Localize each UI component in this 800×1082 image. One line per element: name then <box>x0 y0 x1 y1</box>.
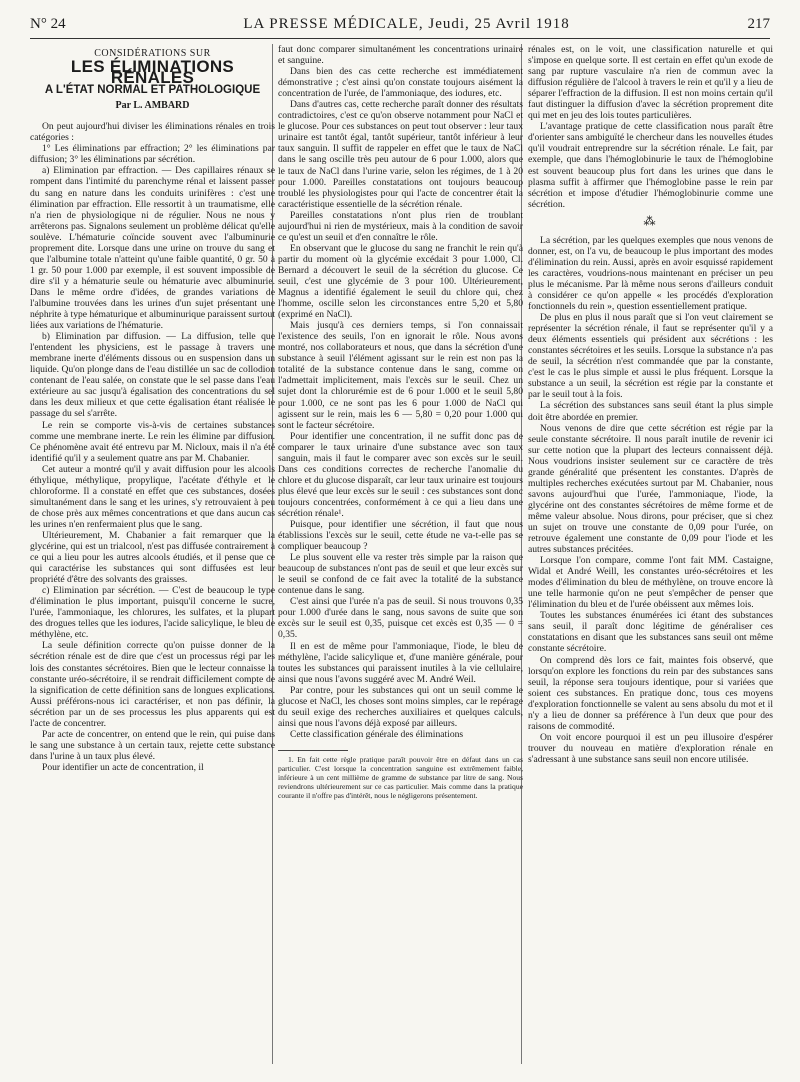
column-2 <box>278 44 523 800</box>
paragraph: faut donc comparer simultanément les concentrations urinaire et sanguine. <box>278 44 523 67</box>
footnote-rule <box>278 750 348 751</box>
paragraph: Lorsque l'on compare, comme l'ont fait MM. Castaigne, Widal et André Weill, les constantes uréo-sécrétoires et les modes d'élimination du bleu de méthylène, on trouve encore là une telle harmonie qu'on ne peut s'empêcher de penser que l'élimination du bleu et de l'urée obéissent aux mêmes lois. <box>528 555 773 611</box>
paragraph: L'avantage pratique de cette classification nous paraît être d'orienter sans ambiguïté le chercheur dans les nouvelles études qu'il voudrait entreprendre sur la sécrétion rénale. Le fait, par exemple, que dans l'hémoglobinurie le taux de l'hémoglobine est souvent beaucoup plus fort dans les urines que dans le plasma suffit à affirmer que l'hémoglobine passe le rein par sécrétion et impose d'étudier l'hémoglobinurie comme une sécrétion. <box>528 121 773 210</box>
paragraph: En observant que le glucose du sang ne franchit le rein qu'à partir du moment où la glycémie excédait 3 pour 1.000, Cl. Bernard a découvert le seuil de la sécrétion du glucose. Ce seuil, c'est une glycémie de 3 pour 100. Ultérieurement, Magnus a identifié également le seuil du chlore qui, chez l'homme, oscille selon les circonstances entre 5,20 et 5,80 (exprimé en NaCl). <box>278 242 523 321</box>
paragraph: c) Elimination par sécrétion. — C'est de beaucoup le type d'élimination le plus important, puisqu'il concerne le sucre, l'urée, l'ammoniaque, les chlorures, les sulfates, et la plupart des drogues telles que les iodures, l'acide salicylique, le bleu de méthylène, etc. <box>30 585 275 641</box>
footnote: 1. En fait cette règle pratique paraît pouvoir être en défaut dans un cas particulier. C'est lorsque la concentration sanguine est extrêmement faible, inférieure à un cent millième de gramme de substance par litre de sang. Nous reviendrons ultérieurement sur ce cas particulier. Mais comme dans la pratique courante il n'offre pas d'intérêt, nous le négligerons présentement. <box>278 754 523 800</box>
paragraph: Ultérieurement, M. Chabanier a fait remarquer que la glycérine, qui est un trialcool, n'est pas diffusée contrairement à ce qui a lieu pour les autres alcools étudiés, et il pense que ce qui caractérise les substances qui sont diffusées est leur propriété d'être des solvants des graisses. <box>30 529 275 586</box>
paragraph: Toutes les substances énumérées ici étant des substances sans seuil, il paraît donc légitime de généraliser ces constatations en disant que les substances sans seuil ont même constante sécrétoire. <box>528 610 773 655</box>
paragraph: On voit encore pourquoi il est un peu illusoire d'espérer trouver du nouveau en matière d'exploration rénale en s'adressant à une substance sans seuil non encore utilisée. <box>528 731 773 765</box>
paragraph: rénales est, on le voit, une classification naturelle et qui s'impose en quelque sorte. Il est certain en effet qu'un exode de sang par rupture vasculaire n'a rien de commun avec la diffusion régulière de l'alcool à travers le rein et qu'il y a lieu de séparer l'effraction de la diffusion. Il est non moins certain qu'il faut distinguer la diffusion d'avec la sécrétion proprement dite qui met en jeu des lois toutes particulières. <box>528 44 773 122</box>
header-rule <box>30 38 770 39</box>
paragraph: a) Elimination par effraction. — Des capillaires rénaux se rompent dans l'intimité du parenchyme rénal et laissent passer du sang en nature dans les conduits urinifères : c'est une élimination par effraction. Elle ressortit à un traumatisme, elle n'a rien de physiologique ni de régulier. Nous ne nous y arrêterons pas. Signalons seulement un problème délicat qu'elle soulève. L'hématurie coïncide souvent avec l'albuminurie proprement dite. Lorsque dans une urine on trouve du sang et que l'albumine totale n'atteint qu'une faible quantité, 0 gr. 50 à 1 gr. 50 pour 1.000 par exemple, il est souvent impossible de dire s'il y a hématurie seule ou hématurie avec albuminurie. Dans le même ordre d'idées, de grandes variations de l'albumine trouvées dans les urines d'un sujet présentant une néphrite à type hématurique et albuminurique paraissent surtout liées aux variations de l'hématurie. <box>30 165 275 332</box>
paragraph: 1° Les éliminations par effraction; 2° les éliminations par diffusion; 3° les éliminations par sécrétion. <box>30 143 275 166</box>
paragraph: Pour identifier un acte de concentration, il <box>42 761 204 773</box>
paragraph: La sécrétion des substances sans seuil étant la plus simple doit être abordée en premier. <box>528 400 773 423</box>
article-subtitle: A L'ÉTAT NORMAL ET PATHOLOGIQUE <box>44 84 261 97</box>
paragraph: Dans d'autres cas, cette recherche paraît donner des résultats contradictoires, c'est ce qu'on observe notamment pour NaCl et le glucose. Pour ces substances on peut tout observer : leur taux urinaire est tantôt égal, tantôt supérieur, tantôt inférieur à leur taux sanguin. Il suffit de rappeler en effet que le taux de NaCl dans le sang oscille très peu autour de 6 pour 1.000, alors que le taux de NaCl dans l'urine varie, selon les régimes, de 1 à 20 pour 1.000. Pareilles constatations ont toujours beaucoup troublé les physiologistes pour qui l'acte de concentrer était la caractéristique essentielle de la sécrétion rénale. <box>278 99 523 210</box>
issue-number: N° 24 <box>30 16 66 32</box>
article-heading <box>30 48 275 111</box>
paragraph: Par contre, pour les substances qui ont un seuil comme le glucose et NaCl, les choses sont moins simples, car le repérage du seuil exige des recherches auxiliaires et quelques calculs, ainsi que nous l'avons déjà exposé par ailleurs. <box>278 684 523 729</box>
paragraph: Mais jusqu'à ces derniers temps, si l'on connaissait l'existence des seuils, l'on en ignorait le rôle. Nous avons montré, nos collaborateurs et nous, que dans la sécrétion d'une substance à seuil l'élément agissant sur le rein est non pas la totalité de la substance contenue dans le sang, comme on l'admettait implicitement, mais l'excès sur le seuil. Chez un sujet dont la chlorurémie est de 6 pour 1.000 et le seuil 5,80 pour 1.000, ce ne sont pas les 6 pour 1.000 de NaCl qui agissent sur le rein, mais les 6 — 5,80 = 0,20 pour 1.000 qui sont le facteur sécrétoire. <box>278 320 523 431</box>
paragraph: Il en est de même pour l'ammoniaque, l'iode, le bleu de méthylène, l'acide salicylique et, d'une manière générale, pour toutes les substances qui paraissent inutiles à la vie cellulaire, ainsi que nous l'avons suggéré avec M. André Weil. <box>278 640 523 685</box>
section-separator: ⁂ <box>643 213 658 228</box>
paragraph: C'est ainsi que l'urée n'a pas de seuil. Si nous trouvons 0,35 pour 1.000 d'urée dans le sang, nous savons de suite que son excès sur le seuil est 0,35, puisque cet excès est 0,35 — 0 = 0,35. <box>278 596 523 641</box>
running-header <box>30 16 770 38</box>
paragraph: De plus en plus il nous paraît que si l'on veut clairement se représenter la sécrétion rénale, il faut se représenter qu'il y a deux éléments essentiels qui président aux sécrétions : les constantes sécrétoires et les seuils. Lorsque la substance n'a pas de seuil, la sécrétion n'est commandée que par la constante, c'est le cas le plus simple et aussi le plus fréquent. Lorsque la substance a un seuil, la sécrétion est régie par la constante et par le seuil tout à la fois. <box>528 312 773 401</box>
paragraph: Puisque, pour identifier une sécrétion, il faut que nous établissions l'excès sur le seuil, cette étude ne va-t-elle pas se compliquer beaucoup ? <box>278 519 523 553</box>
column-3 <box>528 44 773 765</box>
paragraph: La seule définition correcte qu'on puisse donner de la sécrétion rénale est de dire que c'est un processus régi par les lois des constantes sécrétoires. Bien que le lecteur connaisse la constante uréo-sécrétoire, il se rendrait difficilement compte de la signification de cette définition sans de longues explications. Aussi préférons-nous ici caractériser, et non pas définir, la sécrétion par un de ses processus les plus apparents qui est l'acte de concentrer. <box>30 640 275 729</box>
paragraph: Nous venons de dire que cette sécrétion est régie par la seule constante sécrétoire. Il nous paraît inutile de revenir ici sur cette notion que la plupart des lecteurs connaissent déjà. Nous voudrions insister seulement sur ce caractère de très grande généralité que présentent les constantes. D'après de multiples recherches exécutées surtout par M. Chabanier, nous savons aujourd'hui que l'urée, l'ammoniaque, l'iode, la glycérine ont des constantes sécrétoires de même forme et de même valeur absolue. Nous dirons, pour préciser, que si chez un sujet on trouve une constante de 0,09 pour l'urée, on retrouve également une constante de 0,09 pour l'iode et les autres substances précitées. <box>528 422 773 556</box>
paragraph: Par acte de concentrer, on entend que le rein, qui puise dans le sang une substance à un certain taux, rejette cette substance dans l'urine à un taux plus élevé. <box>30 728 275 762</box>
page-number: 217 <box>747 16 770 32</box>
article-kicker: CONSIDÉRATIONS SUR <box>94 48 211 59</box>
paragraph: Cet auteur a montré qu'il y avait diffusion pour les alcools éthylique, méthylique, propylique, l'acétate d'éthyle et le chloroforme. Il a constaté en effet que ces substances, dosées simultanément dans le sang et les urines, s'y retrouvaient à peu de chose près aux mêmes concentrations et que dans aucun cas les urines n'en renfermaient plus que le sang. <box>30 463 275 530</box>
paragraph: Pour identifier une concentration, il ne suffit donc pas de comparer le taux urinaire d'une substance avec son taux sanguin, mais il faut le comparer avec son excès sur le seuil. Dans ces conditions correctes de recherche l'anomalie du chlore et du glucose disparaît, car leur taux urinaire est toujours plus élevé que leur excès sur le seuil : ces substances sont donc toujours concentrées, conformément à ce qui a lieu dans une sécrétion rénale¹. <box>278 430 523 519</box>
paragraph: b) Elimination par diffusion. — La diffusion, telle que l'entendent les physiciens, est le passage à travers une membrane inerte d'éléments dissous ou en suspension dans un liquide. Qu'on plonge dans de l'eau distillée un sac de collodion contenant de l'eau salée, on constate que le sel passe dans l'eau extérieure au sac jusqu'à égalisation des concentrations du sel dans les deux milieux et que cette égalisation étant réalisée le passage du sel s'arrête. <box>30 331 275 420</box>
article-title: LES ÉLIMINATIONS RÉNALES <box>70 57 235 88</box>
paragraph: Dans bien des cas cette recherche est immédiatement démonstrative ; c'est ainsi qu'on constate toujours aisément la concentration de l'urée, de l'ammoniaque, des iodures, etc. <box>278 66 523 100</box>
paragraph: La sécrétion, par les quelques exemples que nous venons de donner, est, on l'a vu, de beaucoup le plus important des modes d'élimination du rein. Aussi, après en avoir esquissé rapidement les caractères, voudrions-nous maintenant en préciser un peu plus le mécanisme. Par là même nous serons d'ailleurs conduit à considérer ce qu'on appelle « les procédés d'exploration fonctionnels du rein », question essentiellement pratique. <box>528 234 773 313</box>
paragraph: Cette classification générale des éliminations <box>290 728 464 740</box>
journal-title: LA PRESSE MÉDICALE, Jeudi, 25 Avril 1918 <box>243 16 570 32</box>
paragraph: On comprend dès lors ce fait, maintes fois observé, que lorsqu'on explore les fonctions du rein par des substances sans seuil, la réponse sera toujours identique, pour si variées que soient ces substances. En pratique donc, tous ces moyens d'exploration fonctionnelle se valent au sens absolu du mot et il n'y a lieu de donner sa préférence à l'un deux que pour des raisons de commodité. <box>528 654 773 732</box>
column-1 <box>30 44 275 773</box>
paragraph: On peut aujourd'hui diviser les éliminations rénales en trois catégories : <box>30 121 275 144</box>
paragraph: Pareilles constatations n'ont plus rien de troublant aujourd'hui ni rien de mystérieux, mais à la condition de savoir ce qu'est un seuil et d'en connaître le rôle. <box>278 209 523 243</box>
paragraph: Le plus souvent elle va rester très simple par la raison que beaucoup de substances n'ont pas de seuil et que leur excès sur le seuil se confond de ce fait avec la totalité de la substance contenue dans le sang. <box>278 552 523 597</box>
article-author: Par L. AMBARD <box>115 100 190 112</box>
paragraph: Le rein se comporte vis-à-vis de certaines substances comme une membrane inerte. Le rein les élimine par diffusion. Ce phénomène avait été entrevu par M. Nicloux, mais il n'a été identifié qu'il y a seulement quatre ans par M. Chabanier. <box>30 419 275 464</box>
